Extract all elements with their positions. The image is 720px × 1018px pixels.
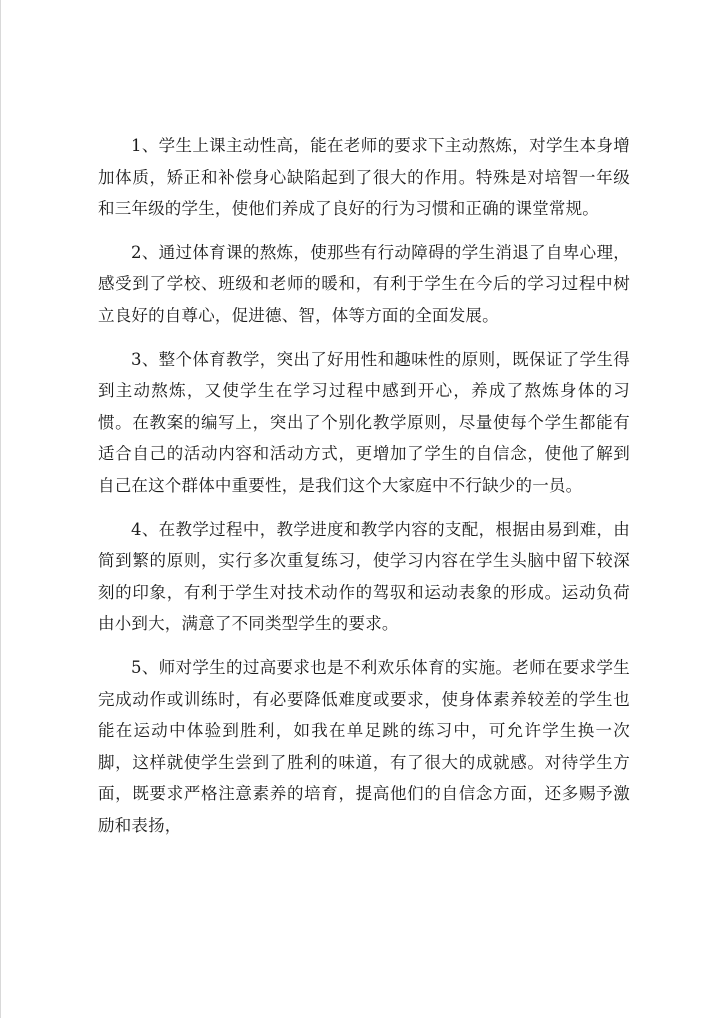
paragraph-4: 4、在教学过程中，教学进度和教学内容的支配，根据由易到难，由简到繁的原则，实行多次重复练习，使学习内容在学生头脑中留下较深刻的印象，有利于学生对技术动作的驾驭和运动表象的形成。运动负荷由小到大，满意了不同类型学生的要求。 [98, 519, 630, 634]
paragraph-3: 3、整个体育教学，突出了好用性和趣味性的原则，既保证了学生得到主动熬炼，又使学生在学习过程中感到开心，养成了熬炼身体的习惯。在教案的编写上，突出了个别化教学原则，尽量使每个学生都能有适合自己的活动内容和活动方式，更增加了学生的自信念，使他了解到自己在这个群体中重要性，是我们这个大家庭中不行缺少的一员。 [98, 349, 630, 495]
paragraph-2: 2、通过体育课的熬炼，使那些有行动障碍的学生消退了自卑心理，感受到了学校、班级和老师的暖和，有利于学生在今后的学习过程中树立良好的自尊心，促进德、智，体等方面的全面发展。 [98, 242, 630, 325]
paragraph-1: 1、学生上课主动性高，能在老师的要求下主动熬炼，对学生本身增加体质，矫正和补偿身心缺陷起到了很大的作用。特殊是对培智一年级和三年级的学生，使他们养成了良好的行为习惯和正确的课堂常规。 [98, 136, 630, 219]
document-body [98, 130, 630, 853]
page-edge-line [0, 0, 1, 1018]
paragraph-5: 5、师对学生的过高要求也是不利欢乐体育的实施。老师在要求学生完成动作或训练时，有必要降低难度或要求，使身体素养较差的学生也能在运动中体验到胜利，如我在单足跳的练习中，可允许学生换一次脚，这样就使学生尝到了胜利的味道，有了很大的成就感。对待学生方面，既要求严格注意素养的培育，提高他们的自信念方面，还多赐予激励和表扬， [98, 657, 630, 835]
